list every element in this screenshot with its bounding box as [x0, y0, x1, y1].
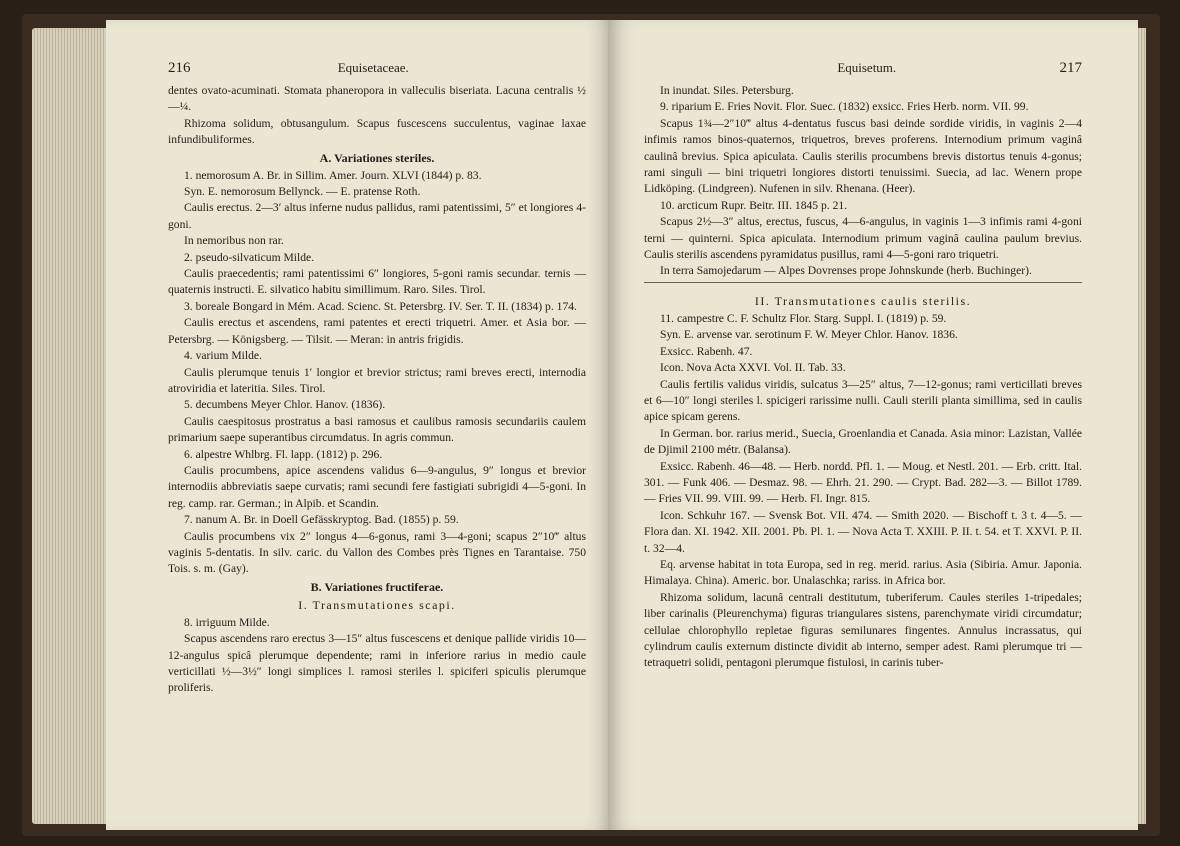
text-paragraph: 6. alpestre Whlbrg. Fl. lapp. (1812) p. 296. — [184, 447, 383, 461]
right-running-title: Equisetum. — [837, 60, 897, 75]
section-heading: II. Transmutationes caulis sterilis. — [754, 293, 972, 308]
left-page-number: 216 — [168, 60, 191, 76]
text-paragraph: Scapus 1¾—2″10‴ altus 4-dentatus fuscus basi deinde sordide viridis, in vaginis 2—4 infimis ramos binos-quaternos, triquetros, breves proferens. Internodium primum vaginâ caulinâ brevius. Spica apiculata. Caulis sterilis procumbens brevis distortus tenuis 4-gonus; rami singuli — bini triquetri longiores distorti tenuissimi. Suecia, ad lac. Wenern prope Lidköping. (Lindgreen). Nufenen in silv. Rhenana. (Heer). — [644, 116, 1082, 196]
text-paragraph: Caulis erectus et ascendens, rami patentes et erecti triquetri. Amer. et Asia bor. — Petersbrg. — Königsberg. — Tilsit. — Meran: in antris frigidis. — [168, 316, 586, 346]
text-paragraph: Caulis plerumque tenuis 1′ longior et brevior strictus; rami breves erecti, internodia atroviridia et lateritia. Siles. Tirol. — [168, 365, 586, 395]
text-paragraph: Caulis procumbens vix 2″ longus 4—6-gonus, rami 3—4-goni; scapus 2″10‴ altus vaginis 5-dentatis. In silv. caric. du Vallon des Combes près Tignes en Tarantaise. 750 Tois. s. m. (Gay). — [168, 529, 586, 576]
text-paragraph: 7. nanum A. Br. in Doell Gefässkryptog. Bad. (1855) p. 59. — [184, 513, 459, 527]
left-page-header — [168, 60, 586, 77]
section-divider — [644, 282, 1082, 283]
text-paragraph: In nemoribus non rar. — [184, 234, 284, 248]
left-page — [106, 20, 612, 830]
text-paragraph: Scapus 2½—3″ altus, erectus, fuscus, 4—6-angulus, in vaginis 1—3 infimis rami 4-goni terni — quinterni. Spica apiculata. Internodium primum vaginâ caulina paulum brevius. Caulis sterilis ascendens pyramidatus pusillus, rami 4—5-goni raro triquetri. — [644, 215, 1082, 262]
text-paragraph: Rhizoma solidum, obtusangulum. Scapus fuscescens succulentus, vaginae laxae infundibuliformes. — [168, 116, 586, 147]
text-paragraph: 10. arcticum Rupr. Beitr. III. 1845 p. 21. — [660, 198, 848, 212]
left-page-body — [168, 83, 586, 697]
text-paragraph: 9. riparium E. Fries Novit. Flor. Suec. (1832) exsicc. Fries Herb. norm. VII. 99. — [660, 100, 1029, 114]
right-page-body — [644, 83, 1082, 672]
text-paragraph: Icon. Schkuhr 167. — Svensk Bot. VII. 474. — Smith 2020. — Bischoff t. 3 t. 4—5. — Flora dan. XI. 1942. XII. 2001. Pb. Pl. 1. — Nova Acta T. XXIII. P. II. t. 54. et T. XXVI. P. II. t. 32—4. — [644, 508, 1082, 555]
text-paragraph: Caulis praecedentis; rami patentissimi 6″ longiores, 5-goni ramis secundar. ternis — quaternis instructi. E. silvatico habitu simillimum. Raro. Siles. Tirol. — [168, 267, 586, 297]
text-paragraph: In terra Samojedarum — Alpes Dovrenses prope Johnskunde (herb. Buchinger). — [660, 264, 1032, 278]
text-paragraph: 3. boreale Bongard in Mém. Acad. Scienc. St. Petersbrg. IV. Ser. T. II. (1834) p. 174. — [184, 299, 577, 313]
text-paragraph: 8. irriguum Milde. — [184, 615, 270, 629]
text-paragraph: 11. campestre C. F. Schultz Flor. Starg. Suppl. I. (1819) p. 59. — [660, 311, 947, 325]
page-edges-left — [32, 28, 108, 824]
text-paragraph: 4. varium Milde. — [184, 349, 262, 363]
right-page-header — [644, 60, 1082, 77]
section-heading: A. Variationes steriles. — [319, 150, 435, 165]
right-page-number: 217 — [1059, 60, 1082, 76]
text-paragraph: Rhizoma solidum, lacunâ centrali destitutum, tuberiferum. Caules steriles 1-tripedales; liber carinalis (Pleurenchyma) figuras triangulares sistens, parenchymate viridi circumdatur; cellulae chlorophyllo repletae figuras semilunares fingentes. Annulus incrassatus, qui cylindrum caulis externum distincte dividit ab interno, semper adest. Rami plerumque tri — tetraquetri solidi, pentagoni plerumque fistulosi, in carinis tuber- — [644, 590, 1082, 670]
text-paragraph: Exsicc. Rabenh. 46—48. — Herb. nordd. Pfl. 1. — Moug. et Nestl. 201. — Erb. critt. Ital. 301. — Funk 406. — Desmaz. 98. — Ehrh. 21. 290. — Crypt. Bad. 282—3. — Billot 1789. — Fries VII. 99. VIII. 99. — Herb. Fl. Ingr. 815. — [644, 459, 1082, 506]
text-paragraph: Syn. E. arvense var. serotinum F. W. Meyer Chlor. Hanov. 1836. — [660, 328, 958, 342]
text-paragraph: dentes ovato-acuminati. Stomata phaneropora in valleculis biseriata. Lacuna centralis ½—¼. — [168, 84, 586, 114]
text-paragraph: 2. pseudo-silvaticum Milde. — [184, 250, 315, 264]
section-heading: B. Variationes fructiferae. — [310, 579, 444, 594]
text-paragraph: Eq. arvense habitat in tota Europa, sed in reg. merid. rarius. Asia (Sibiria. Amur. Japonia. Himalaya. China). Americ. bor. Unalaschka; rariss. in Africa bor. — [644, 557, 1082, 588]
text-paragraph: Caulis erectus. 2—3′ altus inferne nudus pallidus, rami patentissimi, 5″ et longiores 4-goni. — [168, 201, 586, 231]
text-paragraph: In German. bor. rarius merid., Suecia, Groenlandia et Canada. Asia minor: Lazistan, Vallée de Djimil 2100 métr. (Balansa). — [644, 426, 1082, 457]
text-paragraph: 5. decumbens Meyer Chlor. Hanov. (1836). — [184, 398, 386, 412]
text-paragraph: Exsicc. Rabenh. 47. — [660, 344, 753, 358]
text-paragraph: Caulis procumbens, apice ascendens validus 6—9-angulus, 9″ longus et brevior internodiis abbreviatis saepe curvatis; rami secundi fere fastigiati subrigidi 4—5-goni. In reg. camp. rar. German.; in Alpib. et Scandin. — [168, 463, 586, 510]
left-running-title: Equisetaceae. — [337, 60, 409, 75]
text-paragraph: In inundat. Siles. Petersburg. — [660, 84, 794, 97]
section-heading: I. Transmutationes scapi. — [298, 597, 456, 612]
text-paragraph: Scapus ascendens raro erectus 3—15″ altus fuscescens et denique pallide viridis 10—12-angulus spicâ plerumque dependente; rami in inferiore rarius in medio caule verticillati ½—3½″ longi simplices l. ramosi steriles l. spiciferi spiculis plerumque proliferis. — [168, 632, 586, 695]
book-spread — [22, 14, 1160, 836]
text-paragraph: 1. nemorosum A. Br. in Sillim. Amer. Journ. XLVI (1844) p. 83. — [184, 168, 482, 182]
text-paragraph: Caulis caespitosus prostratus a basi ramosus et caulibus ramosis secundariis caulem primarium saepe superantibus circumdatus. In agris commun. — [168, 414, 586, 445]
text-paragraph: Caulis fertilis validus viridis, sulcatus 3—25″ altus, 7—12-gonus; rami verticillati breves et 6—10″ longi steriles l. spicigeri rarissime nulli. Cauli sterili planta simillima, sed in caulis apice spicam gerens. — [644, 377, 1082, 424]
text-paragraph: Syn. E. nemorosum Bellynck. — E. pratense Roth. — [184, 185, 421, 199]
right-page — [608, 20, 1138, 830]
text-paragraph: Icon. Nova Acta XXVI. Vol. II. Tab. 33. — [660, 361, 846, 375]
